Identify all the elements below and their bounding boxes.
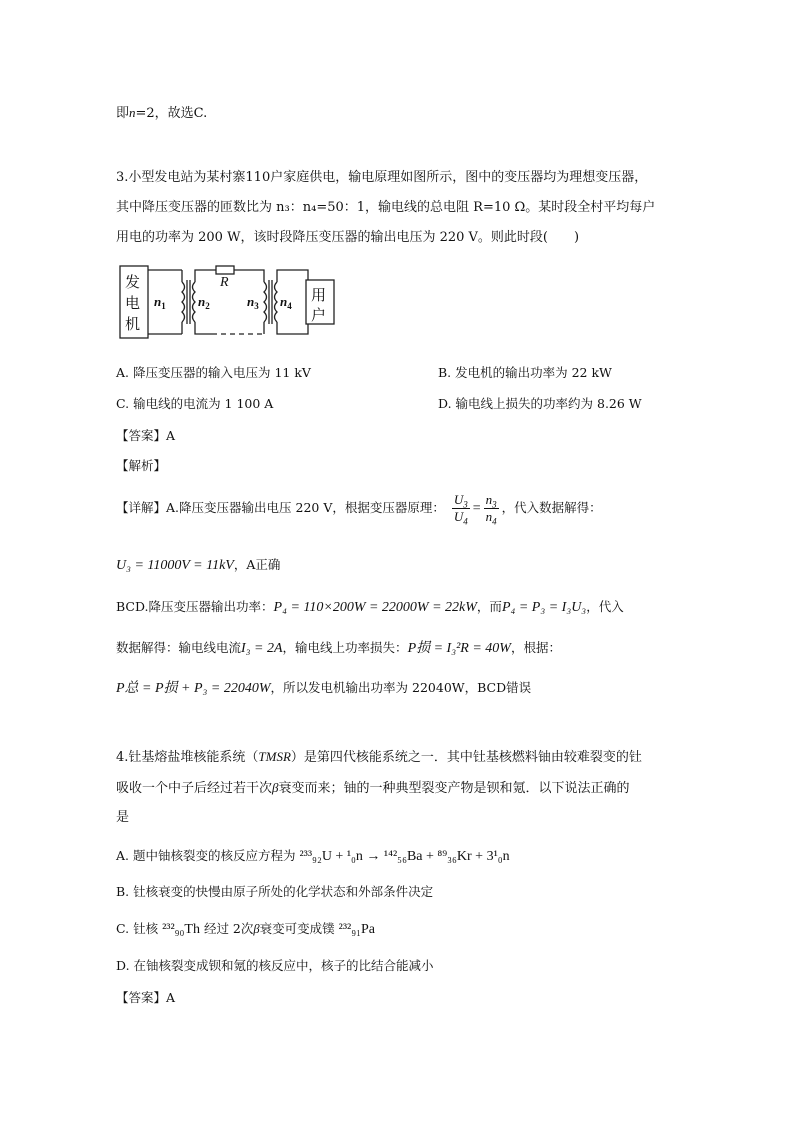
detail-text-4: 数据解得：输电线电流 — [116, 640, 242, 655]
q4-line-1a: 4.钍基熔盐堆核能系统（ — [116, 750, 259, 765]
coil-n3 — [264, 282, 267, 322]
protactinium-nuclide: ²³²₉₁Pa — [338, 922, 375, 937]
p-loss-equation: P损 = I₃²R = 40W — [407, 641, 511, 656]
q4-line-1 — [116, 747, 642, 768]
q3-line-2a: 其中降压变压器的匝数比为 — [116, 200, 273, 215]
q4-line-3: 是 — [116, 810, 130, 825]
q4-line-2 — [116, 778, 630, 799]
generator-label-2: 电 — [125, 296, 141, 312]
q4-option-b: B. 钍核衰变的快慢由原子所处的化学状态和外部条件决定 — [116, 884, 434, 899]
q4-line-2a: 吸收一个中子后经过若干次 — [116, 781, 273, 796]
q3-line-3: 用电的功率为 200 W，该时段降压变压器的输出电压为 220 V。则此时段( ) — [116, 230, 580, 245]
detail-text-2-end: ，A正确 — [233, 557, 281, 572]
intro-line — [116, 103, 207, 124]
coil-n2-label: $n_2$ — [198, 294, 210, 311]
q4-option-c-text: C. 钍核 — [116, 921, 159, 936]
q3-detail-5 — [116, 678, 531, 699]
intro-rest: =2，故选C. — [135, 106, 208, 121]
detail-text-4-end: ，根据： — [510, 640, 561, 655]
q4-option-c-mid2: 衰变可变成镤 — [259, 921, 335, 936]
coil-n4-label: $n_4$ — [280, 294, 292, 311]
thorium-nuclide: ²³²₉₀Th — [162, 922, 200, 937]
intro-prefix: 即 — [116, 106, 130, 121]
detail-text-3-mid: ，而 — [476, 599, 502, 614]
q3-detail-4 — [116, 638, 561, 659]
p-total-equation: P总 = P损 + P₃ = 22040W — [116, 681, 271, 696]
turns-ratio-fraction: $\frac{n_3}{n_4}$ — [485, 492, 497, 527]
q4-line-2c: 衰变而来；铀的一种典型裂变产物是钡和氪．以下说法正确的 — [278, 781, 630, 796]
q4-tmsr: TMSR — [258, 749, 291, 764]
q3-detail-2 — [116, 555, 280, 576]
coil-n3-label: $n_3$ — [247, 294, 259, 311]
coil-n1 — [182, 282, 185, 322]
resistor — [216, 266, 234, 274]
coil-n4 — [275, 282, 278, 322]
q3-line-2 — [116, 198, 655, 218]
q4-option-d: D. 在铀核裂变成钡和氪的核反应中，核子的比结合能减小 — [116, 958, 434, 973]
i3-equation: I₃ = 2A — [241, 641, 283, 656]
p4-p3-equation: P₄ = P₃ = I₃U₃ — [501, 600, 587, 615]
detail-text-5-end: ，所以发电机输出功率为 22040W，BCD错误 — [270, 680, 532, 695]
q3-option-b: B. 发电机的输出功率为 22 kW — [438, 365, 612, 380]
q4-option-c-mid: 经过 2次 — [203, 921, 254, 936]
q3-analysis: 【解析】 — [116, 458, 167, 473]
user-label-1: 用 — [311, 288, 327, 304]
q4-option-c-beta: β — [253, 922, 260, 936]
q3-option-a: A. 降压变压器的输入电压为 11 kV — [116, 365, 311, 380]
u3-equation: U₃ = 11000V = 11kV — [116, 558, 234, 573]
detail-text-3-end: ，代入 — [586, 599, 624, 614]
q3-option-c: C. 输电线的电流为 1 100 A — [116, 396, 274, 411]
voltage-ratio-fraction: $\frac{U_3}{U_4}$ — [453, 492, 468, 527]
coil-n1-label: $n_1$ — [154, 294, 166, 311]
transformer-circuit-diagram — [116, 262, 348, 344]
q3-detail-1: 【详解】A.降压变压器输出电压 220 V，根据变压器原理： $\frac{U_3}{U_4}$ = $\frac{n_3}{n_4}$ ，代入数据解得： — [116, 492, 602, 527]
q3-answer: 【答案】A — [116, 428, 176, 443]
detail-text-4-mid: ，输电线上功率损失： — [282, 640, 408, 655]
generator-label-1: 发 — [125, 275, 141, 291]
intro-var: n — [129, 105, 136, 120]
coil-n2 — [193, 282, 196, 322]
fission-equation: ²³³₉₂U + ¹₀n → ¹⁴²₅₆Ba + ⁸⁹₃₆Kr + 3¹₀n — [299, 849, 510, 864]
q3-detail-3 — [116, 597, 624, 618]
q3-turns-ratio: n₃：n₄=50：1，输电线的总电阻 — [276, 200, 470, 215]
detail-text-1-end: ，代入数据解得： — [501, 500, 602, 515]
detail-label: 【详解】 — [116, 500, 167, 515]
detail-text-1: A.降压变压器输出电压 220 V，根据变压器原理： — [166, 500, 445, 515]
resistor-label: R — [220, 275, 229, 290]
q3-option-d: D. 输电线上损失的功率约为 8.26 W — [438, 396, 642, 411]
q4-beta: β — [272, 780, 279, 795]
detail-text-3: BCD.降压变压器输出功率： — [116, 599, 274, 614]
q4-option-c — [116, 919, 375, 940]
generator-label-3: 机 — [125, 317, 141, 333]
p4-equation: P₄ = 110×200W = 22000W = 22kW — [273, 600, 477, 615]
q4-answer: 【答案】A — [116, 990, 176, 1005]
q4-option-a-text: A. 题中铀核裂变的核反应方程为 — [116, 848, 296, 863]
q4-line-1c: ）是第四代核能系统之一．其中钍基核燃料铀由较难裂变的钍 — [290, 750, 642, 765]
q4-option-a — [116, 846, 510, 867]
user-label-2: 户 — [311, 308, 327, 324]
q3-line-1: 3.小型发电站为某村寨110户家庭供电，输电原理如图所示，图中的变压器均为理想变压器， — [116, 170, 648, 185]
q3-resistance: R=10 Ω。某时段全村平均每户 — [473, 200, 656, 215]
